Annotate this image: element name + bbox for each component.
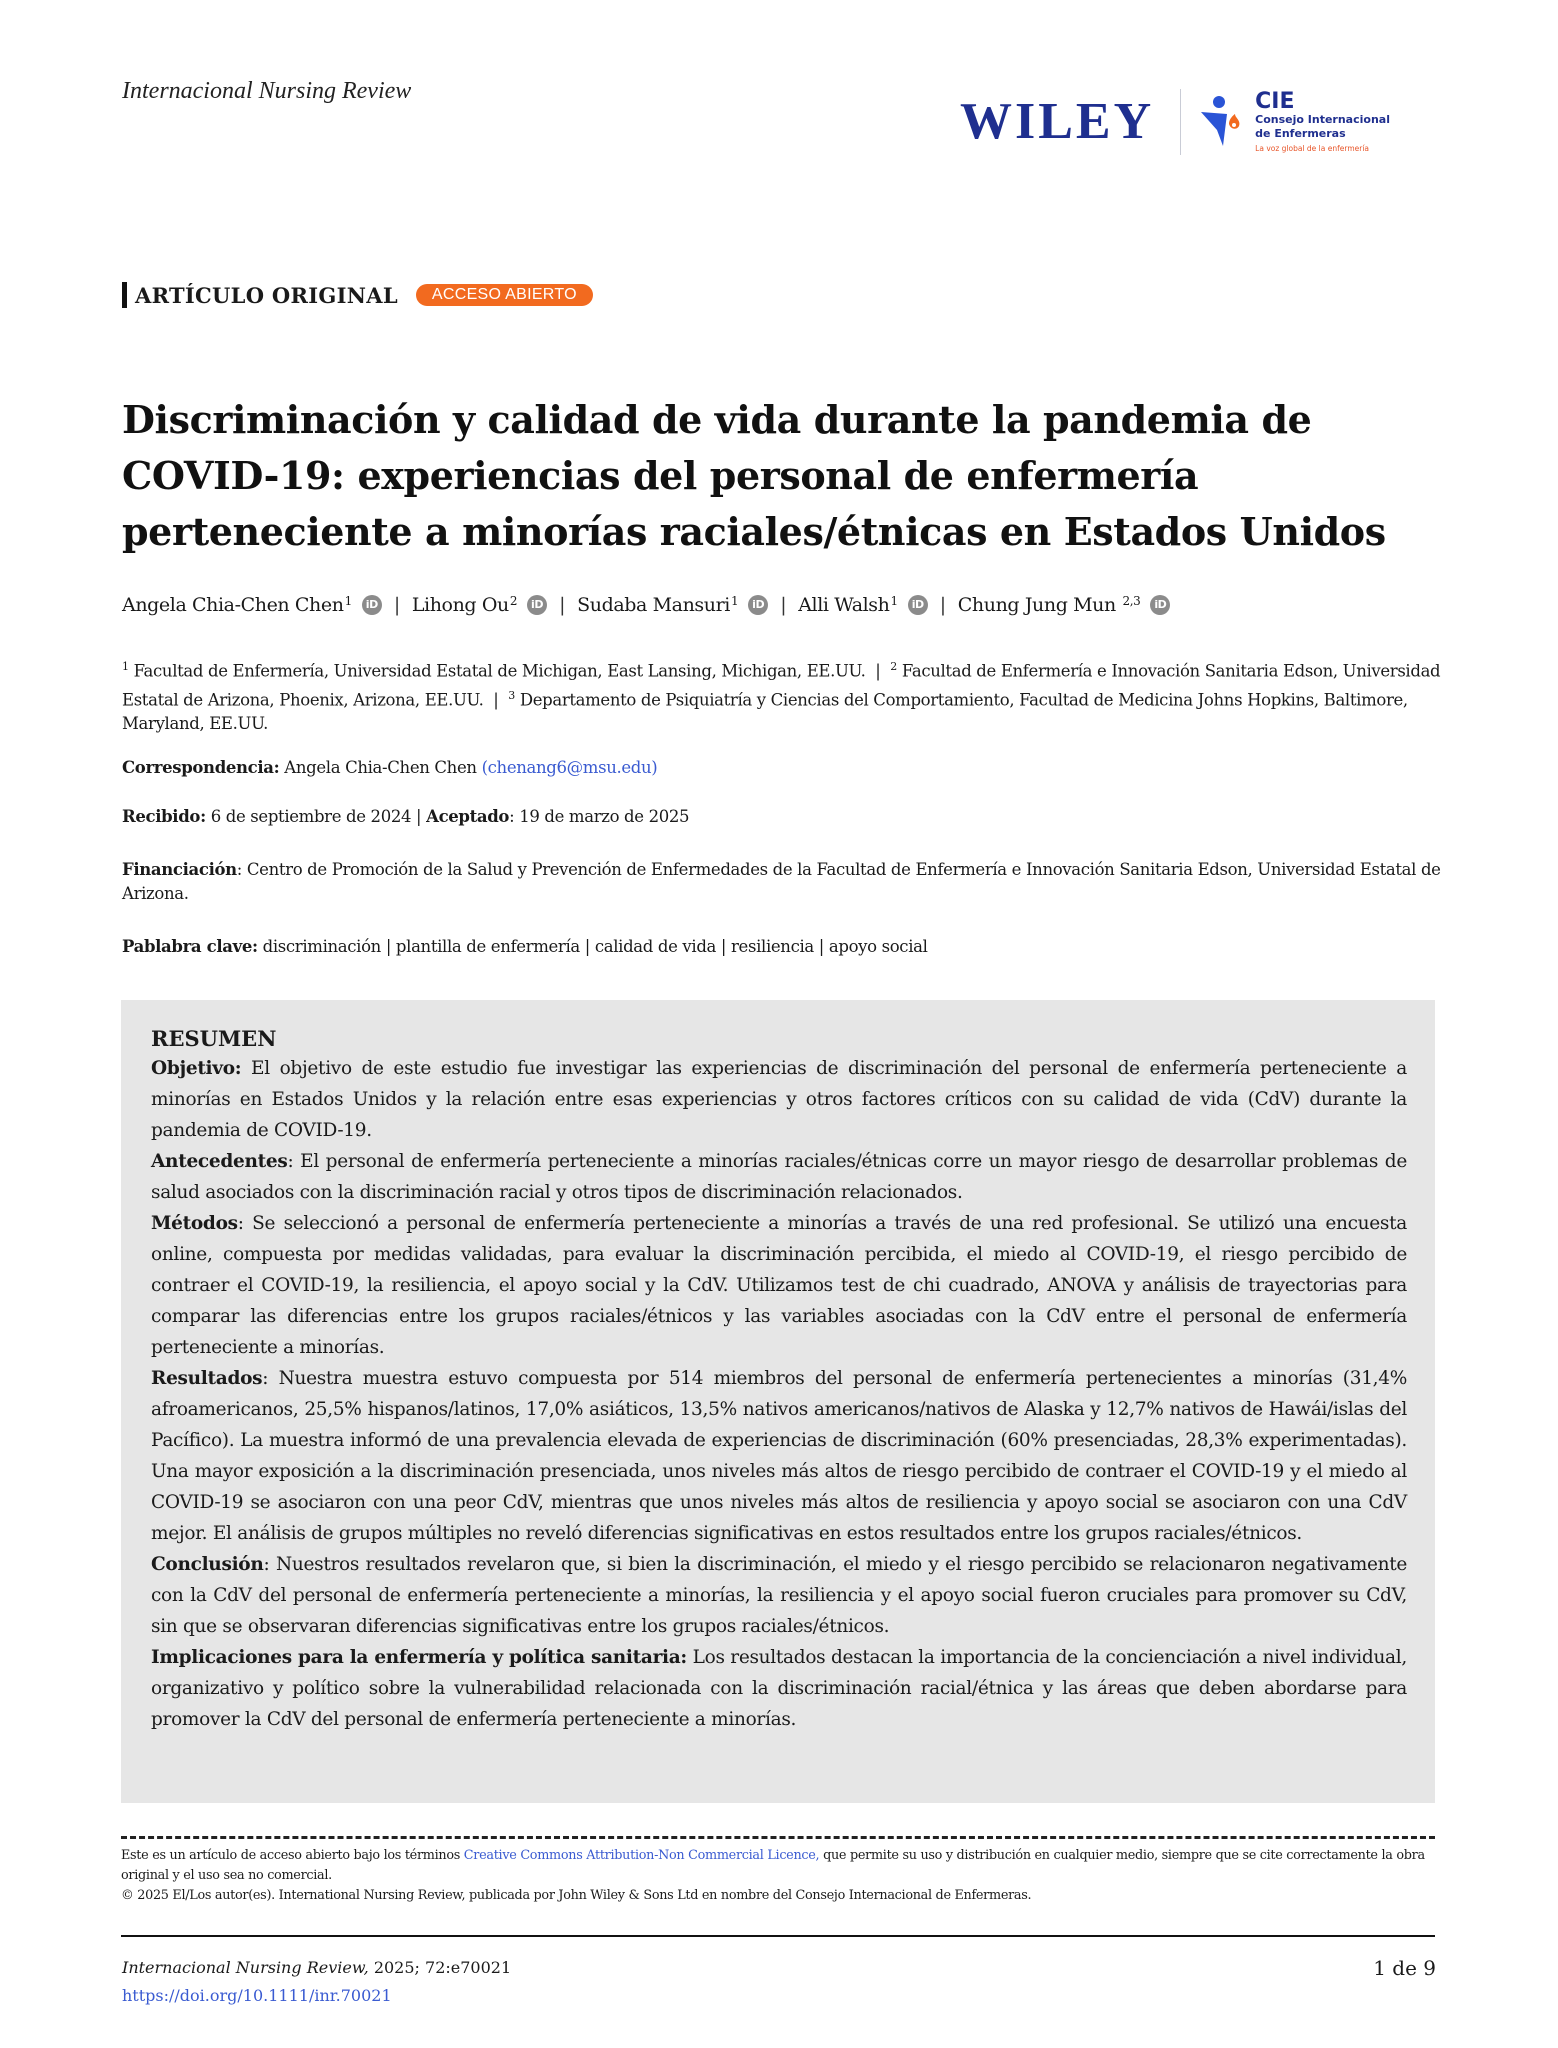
- section-label: Conclusión: [151, 1554, 264, 1575]
- footer-volume: 2025; 72:e70021: [373, 1958, 512, 1977]
- license-divider: [121, 1836, 1435, 1839]
- affiliation-number: 1: [122, 660, 129, 673]
- author-separator: |: [393, 594, 400, 616]
- abstract-heading: RESUMEN: [151, 1026, 277, 1051]
- article-dates: Recibido: 6 de septiembre de 2024 | Aceptado: 19 de marzo de 2025: [122, 807, 690, 826]
- abstract-conclusion: Conclusión: Nuestros resultados revelaron que, si bien la discriminación, el miedo y el riesgo percibido se relacionaron negativamente con la CdV del personal de enfermería perteneciente a minorías, la resiliencia y el apoyo social fueron cruciales para promover su CdV, sin que se observaran diferencias significativas entre los grupos raciales/étnicos.: [151, 1554, 1407, 1637]
- footer-journal-name: Internacional Nursing Review,: [122, 1958, 369, 1977]
- section-text: Los resultados destacan la importancia de la concienciación a nivel individual, organizativo y político sobre la vulnerabilidad relacionada con la discriminación racial/étnica y las áreas que deben abordarse para promover la CdV del personal de enfermería perteneciente a minorías.: [151, 1647, 1407, 1730]
- cie-name-line1: Consejo Internacional: [1255, 113, 1390, 127]
- funding: Financiación: Centro de Promoción de la Salud y Prevención de Enfermedades de la Facultad de Enfermería e Innovación Sanitaria Edson, Universidad Estatal de Arizona.: [122, 860, 1441, 903]
- wiley-logo[interactable]: WILEY: [960, 93, 1155, 150]
- license-notice: [121, 1846, 1441, 1906]
- article-type-row: [122, 282, 593, 308]
- abstract-objective: [151, 1053, 1407, 1146]
- received-label: Recibido:: [122, 807, 206, 826]
- author-name[interactable]: Alli Walsh: [798, 594, 890, 616]
- abstract-box: [121, 1000, 1435, 1803]
- author-separator: |: [559, 594, 566, 616]
- affiliation-text: Facultad de Enfermería e Innovación Sanitaria Edson, Universidad Estatal de Arizona, Phoenix, Arizona, EE.UU.: [122, 661, 1441, 709]
- author-affiliation-number: 1: [890, 594, 898, 608]
- correspondence-name: Angela Chia-Chen Chen: [284, 758, 477, 777]
- keywords-label: Pablabra clave:: [122, 937, 258, 956]
- orcid-icon[interactable]: iD: [362, 595, 382, 615]
- article-type-marker: [122, 282, 127, 308]
- section-label: Antecedentes: [151, 1151, 288, 1172]
- affiliation-number: 2: [890, 660, 897, 673]
- orcid-icon[interactable]: iD: [1150, 595, 1170, 615]
- footer-citation: [122, 1958, 511, 1977]
- logo-divider: [1180, 89, 1181, 155]
- section-label: Métodos: [151, 1213, 238, 1234]
- correspondence-label: Correspondencia:: [122, 758, 280, 777]
- abstract-implications: [151, 1642, 1407, 1735]
- abstract-background: Antecedentes: El personal de enfermería perteneciente a minorías raciales/étnicas corre un mayor riesgo de desarrollar problemas de salud asociados con la discriminación racial y otros tipos de discriminación relacionados.: [151, 1151, 1407, 1203]
- license-link[interactable]: Creative Commons Attribution-Non Commercial Licence,: [463, 1848, 820, 1863]
- orcid-icon[interactable]: iD: [527, 595, 547, 615]
- section-label: Objetivo:: [151, 1058, 242, 1079]
- accepted-label: Aceptado: [426, 807, 510, 826]
- author[interactable]: [412, 594, 547, 616]
- author-affiliation-number: 2: [509, 594, 518, 608]
- correspondence: [122, 756, 1442, 780]
- section-text: El personal de enfermería perteneciente a minorías raciales/étnicas corre un mayor riesgo de desarrollar problemas de salud asociados con la discriminación racial y otros tipos de discriminación relacionados.: [151, 1151, 1407, 1203]
- funding-label: Financiación: [122, 860, 237, 879]
- keywords-list: discriminación | plantilla de enfermería | calidad de vida | resiliencia | apoyo social: [262, 937, 928, 956]
- orcid-icon[interactable]: iD: [748, 595, 768, 615]
- author[interactable]: [798, 594, 928, 616]
- section-text: El objetivo de este estudio fue investigar las experiencias de discriminación del personal de enfermería perteneciente a minorías en Estados Unidos y la relación entre esas experiencias y otros factores críticos con su calidad de vida (CdV) durante la pandemia de COVID-19.: [151, 1058, 1407, 1141]
- abstract-methods: Métodos: Se seleccionó a personal de enfermería perteneciente a minorías a través de una red profesional. Se utilizó una encuesta online, compuesta por medidas validadas, para evaluar la discriminación percibida, el miedo al COVID-19, el riesgo percibido de contraer el COVID-19, la resiliencia, el apoyo social y la CdV. Utilizamos test de chi cuadrado, ANOVA y análisis de trayectorias para comparar las diferencias entre los grupos raciales/étnicos y las variables asociadas con la CdV entre el personal de enfermería perteneciente a minorías.: [151, 1213, 1407, 1358]
- author-separator: |: [939, 594, 946, 616]
- author-affiliation-number: 2,3: [1122, 594, 1141, 608]
- page-number: 1 de 9: [1373, 1956, 1436, 1980]
- author-list: [122, 594, 1170, 616]
- affiliation-text: Departamento de Psiquiatría y Ciencias del Comportamiento, Facultad de Medicina Johns Hopkins, Baltimore, Maryland, EE.UU.: [122, 690, 1408, 733]
- author-name[interactable]: Lihong Ou: [411, 594, 509, 616]
- abstract-results: Resultados: Nuestra muestra estuvo compuesta por 514 miembros del personal de enfermería pertenecientes a minorías (31,4% afroamericanos, 25,5% hispanos/latinos, 17,0% asiáticos, 13,5% nativos americanos/nativos de Alaska y 12,7% nativos de Hawái/islas del Pacífico). La muestra informó de una prevalencia elevada de experiencias de discriminación (60% presenciadas, 28,3% experimentadas). Una mayor exposición a la discriminación presenciada, unos niveles más altos de riesgo percibido de contraer el COVID-19 y el miedo al COVID-19 se asociaron con una peor CdV, mientras que unos niveles más altos de resiliencia y apoyo social se asociaron con una CdV mejor. El análisis de grupos múltiples no reveló diferencias significativas en estos resultados entre los grupos raciales/étnicos.: [151, 1368, 1407, 1544]
- doi-link[interactable]: https://doi.org/10.1111/inr.70021: [122, 1986, 392, 2005]
- footer-rule: [121, 1935, 1435, 1937]
- funding-text: Centro de Promoción de la Salud y Prevención de Enfermedades de la Facultad de Enfermería e Innovación Sanitaria Edson, Universidad Estatal de Arizona.: [122, 860, 1441, 903]
- journal-name-header: Internacional Nursing Review: [122, 78, 412, 104]
- license-prefix: Este es un artículo de acceso abierto bajo los términos: [121, 1848, 461, 1863]
- author-separator: |: [780, 594, 787, 616]
- cie-nurse-icon: [1199, 94, 1243, 150]
- cie-logo-text: [1255, 91, 1390, 152]
- section-label: Resultados: [151, 1368, 263, 1389]
- section-text: Se seleccionó a personal de enfermería perteneciente a minorías a través de una red profesional. Se utilizó una encuesta online, compuesta por medidas validadas, para evaluar la discriminación percibida, el miedo al COVID-19, el riesgo percibido de contraer el COVID-19, la resiliencia, el apoyo social y la CdV. Utilizamos test de chi cuadrado, ANOVA y análisis de trayectorias para comparar las diferencias entre los grupos raciales/étnicos y las variables asociadas con la CdV entre el personal de enfermería perteneciente a minorías.: [151, 1213, 1407, 1358]
- section-text: Nuestros resultados revelaron que, si bien la discriminación, el miedo y el riesgo percibido se relacionaron negativamente con la CdV del personal de enfermería perteneciente a minorías, la resiliencia y el apoyo social fueron cruciales para promover su CdV, sin que se observaran diferencias significativas entre los grupos raciales/étnicos.: [151, 1554, 1407, 1637]
- affiliation-number: 3: [508, 688, 515, 702]
- cie-name-line2: de Enfermeras: [1255, 126, 1346, 140]
- publisher-logos: [960, 82, 1390, 162]
- received-date: 6 de septiembre de 2024: [210, 807, 412, 826]
- author[interactable]: [577, 594, 768, 616]
- author-affiliation-number: 1: [730, 594, 739, 608]
- license-suffix: que permite su uso y distribución en cualquier medio, siempre que se cite correctamente la obra original y el uso sea no comercial.: [121, 1848, 1425, 1883]
- author-name[interactable]: Sudaba Mansuri: [577, 594, 730, 616]
- section-text: Nuestra muestra estuvo compuesta por 514 miembros del personal de enfermería pertenecientes a minorías (31,4% afroamericanos, 25,5% hispanos/latinos, 17,0% asiáticos, 13,5% nativos americanos/nativos de Alaska y 12,7% nativos de Hawái/islas del Pacífico). La muestra informó de una prevalencia elevada de experiencias de discriminación (60% presenciadas, 28,3% experimentadas). Una mayor exposición a la discriminación presenciada, unos niveles más altos de riesgo percibido de contraer el COVID-19 y el miedo al COVID-19 se asociaron con una peor CdV, mientras que unos niveles más altos de resiliencia y apoyo social se asociaron con una CdV mejor. El análisis de grupos múltiples no reveló diferencias significativas en estos resultados entre los grupos raciales/étnicos.: [151, 1368, 1407, 1544]
- author-name[interactable]: Chung Jung Mun: [957, 594, 1116, 616]
- author[interactable]: [122, 594, 382, 616]
- copyright-notice: © 2025 El/Los autor(es). International Nursing Review, publicada por John Wiley & Sons Ltd en nombre del Consejo Internacional de Enfermeras.: [121, 1888, 1032, 1903]
- cie-tagline: La voz global de la enfermería: [1255, 143, 1370, 153]
- accepted-date: 19 de marzo de 2025: [519, 807, 690, 826]
- keywords: [122, 935, 1442, 959]
- orcid-icon[interactable]: iD: [908, 595, 928, 615]
- author[interactable]: [958, 594, 1171, 616]
- author-affiliation-number: 1: [344, 594, 352, 608]
- author-name[interactable]: Angela Chia-Chen Chen: [122, 594, 344, 616]
- article-type-label: ARTÍCULO ORIGINAL: [135, 282, 398, 308]
- correspondence-email-link[interactable]: (chenang6@msu.edu): [481, 758, 658, 777]
- section-label: Implicaciones para la enfermería y política sanitaria:: [151, 1647, 687, 1668]
- article-title: Discriminación y calidad de vida durante la pandemia de COVID-19: experiencias del personal de enfermería perteneciente a minorías raciales/étnicas en Estados Unidos: [122, 397, 1386, 554]
- open-access-badge: ACCESO ABIERTO: [416, 284, 593, 306]
- affiliations: $^1$ Facultad de Enfermería, Universidad Estatal de Michigan, East Lansing, Michigan, EE.UU. | $^2$ Facultad de Enfermería e Innovación Sanitaria Edson, Universidad Estatal de Arizona, Phoenix, Arizona, EE.UU. | $^3$ Departamento de Psiquiatría y Ciencias del Comportamiento, Facultad de Medicina Johns Hopkins, Baltimore, Maryland, EE.UU.: [122, 660, 1441, 733]
- cie-acronym: CIE: [1255, 89, 1295, 115]
- affiliation-text: Facultad de Enfermería, Universidad Estatal de Michigan, East Lansing, Michigan, EE.UU.: [133, 661, 866, 681]
